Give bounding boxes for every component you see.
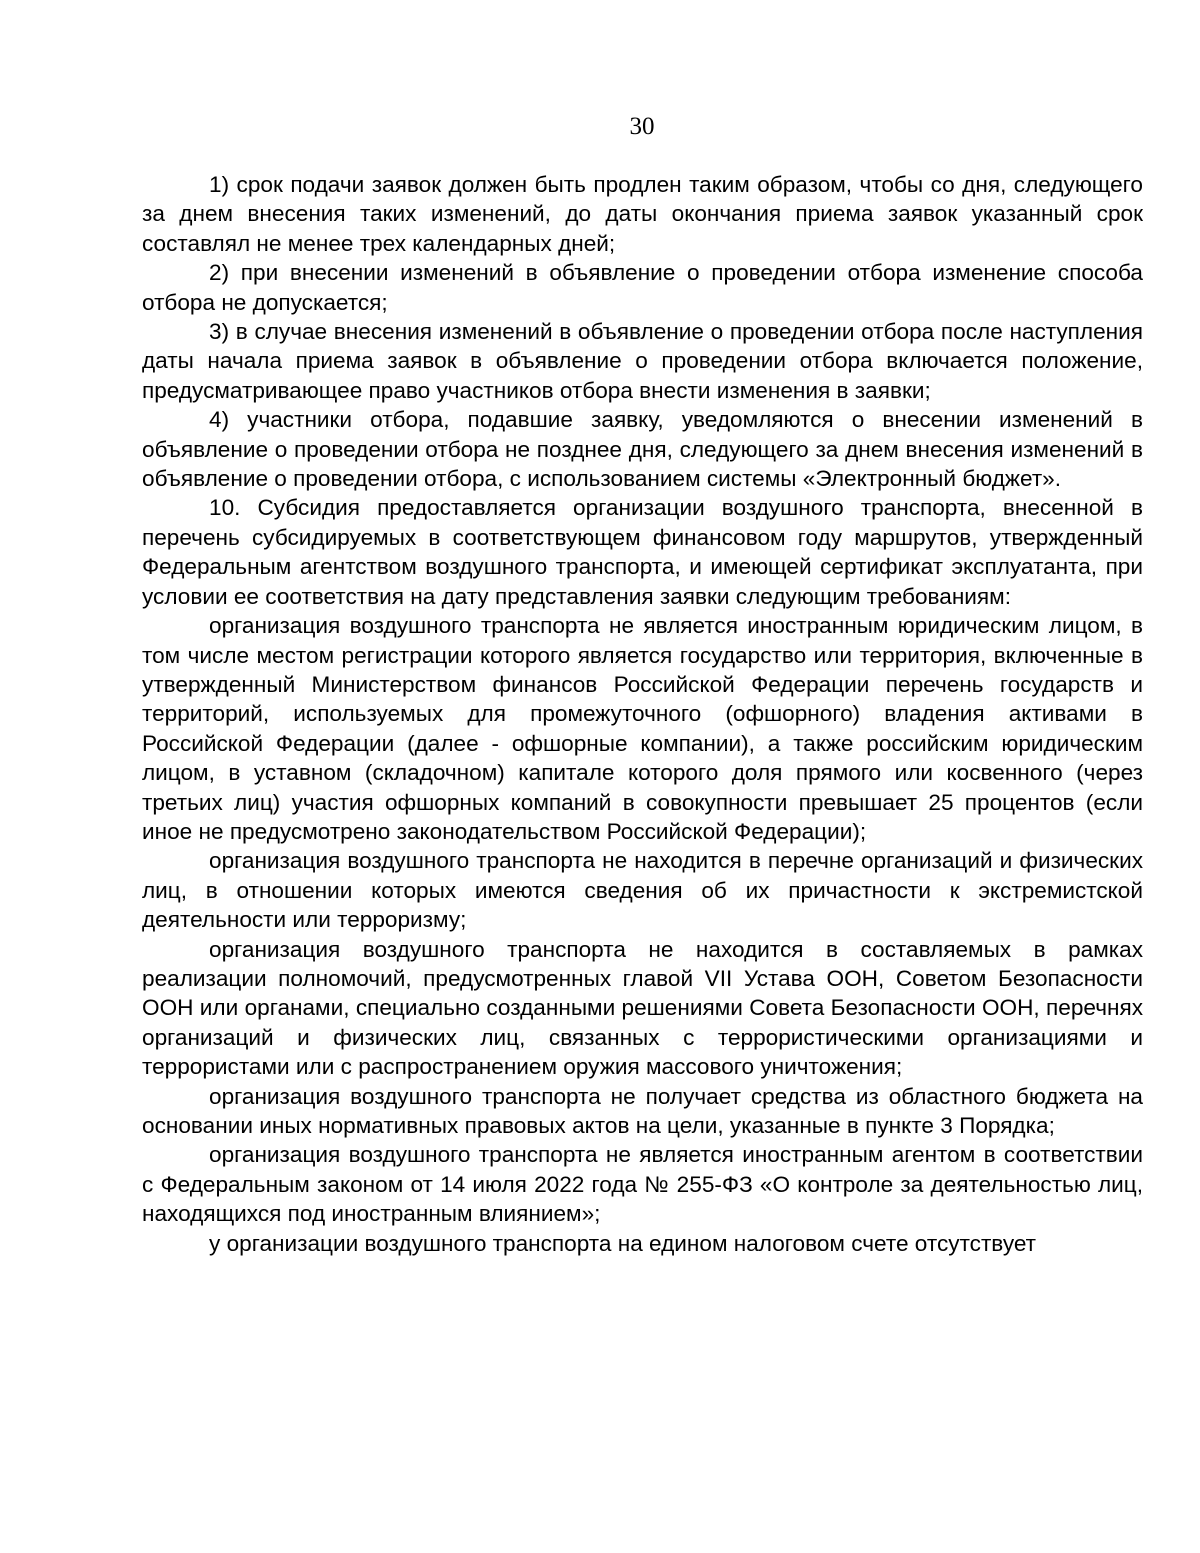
paragraph-item-1: 1) срок подачи заявок должен быть продлен таким образом, чтобы со дня, следующего за днем внесения таких изменений, до даты окончания приема заявок указанный срок составлял не менее трех календарных дней; bbox=[142, 172, 1143, 256]
paragraph-requirement-offshore: организация воздушного транспорта не является иностранным юридическим лицом, в том числе местом регистрации которого является государство или территория, включенные в утвержденный Министерством финансов Российской Федерации перечень государств и территорий, используемых для промежуточного (офшорного) владения активами в Российской Федерации (далее - офшорные компании), а также российским юридическим лицом, в уставном (складочном) капитале которого доля прямого или косвенного (через третьих лиц) участия офшорных компаний в совокупности превышает 25 процентов (если иное не предусмотрено законодательством Российской Федерации); bbox=[142, 613, 1143, 844]
paragraph-item-2: 2) при внесении изменений в объявление о проведении отбора изменение способа отбора не допускается; bbox=[142, 260, 1143, 315]
paragraph-requirement-tax: у организации воздушного транспорта на едином налоговом счете отсутствует bbox=[209, 1230, 1037, 1256]
page-number: 30 bbox=[629, 113, 655, 140]
paragraph-requirement-budget: организация воздушного транспорта не получает средства из областного бюджета на основании иных нормативных правовых актов на цели, указанные в пункте 3 Порядка; bbox=[142, 1083, 1143, 1138]
paragraph-item-3: 3) в случае внесения изменений в объявление о проведении отбора после наступления даты начала приема заявок в объявление о проведении отбора включается положение, предусматривающее право участников отбора внести изменения в заявки; bbox=[142, 319, 1143, 403]
paragraph-requirement-foreign-agent: организация воздушного транспорта не является иностранным агентом в соответствии с Федеральным законом от 14 июля 2022 года № 255-ФЗ «О контроле за деятельностью лиц, находящихся под иностранным влиянием»; bbox=[142, 1142, 1143, 1227]
paragraph-item-4: 4) участники отбора, подавшие заявку, уведомляются о внесении изменений в объявление о проведении отбора не позднее дня, следующего за днем внесения изменений в объявление о проведении отбора, с использованием системы «Электронный бюджет». bbox=[142, 407, 1143, 492]
paragraph-clause-10: 10. Субсидия предоставляется организации воздушного транспорта, внесенной в перечень субсидируемых в соответствующем финансовом году маршрутов, утвержденный Федеральным агентством воздушного транспорта, и имеющей сертификат эксплуатанта, при условии ее соответствия на дату представления заявки следующим требованиям: bbox=[142, 495, 1143, 609]
document-body bbox=[142, 170, 1143, 1258]
paragraph-requirement-un-lists: организация воздушного транспорта не находится в составляемых в рамках реализации полномочий, предусмотренных главой VII Устава ООН, Советом Безопасности ООН или органами, специально созданными решениями Совета Безопасности ООН, перечнях организаций и физических лиц, связанных с террористическими организациями и террористами или с распространением оружия массового уничтожения; bbox=[142, 936, 1143, 1080]
paragraph-requirement-extremism: организация воздушного транспорта не находится в перечне организаций и физических лиц, в отношении которых имеются сведения об их причастности к экстремистской деятельности или терроризму; bbox=[142, 848, 1143, 933]
